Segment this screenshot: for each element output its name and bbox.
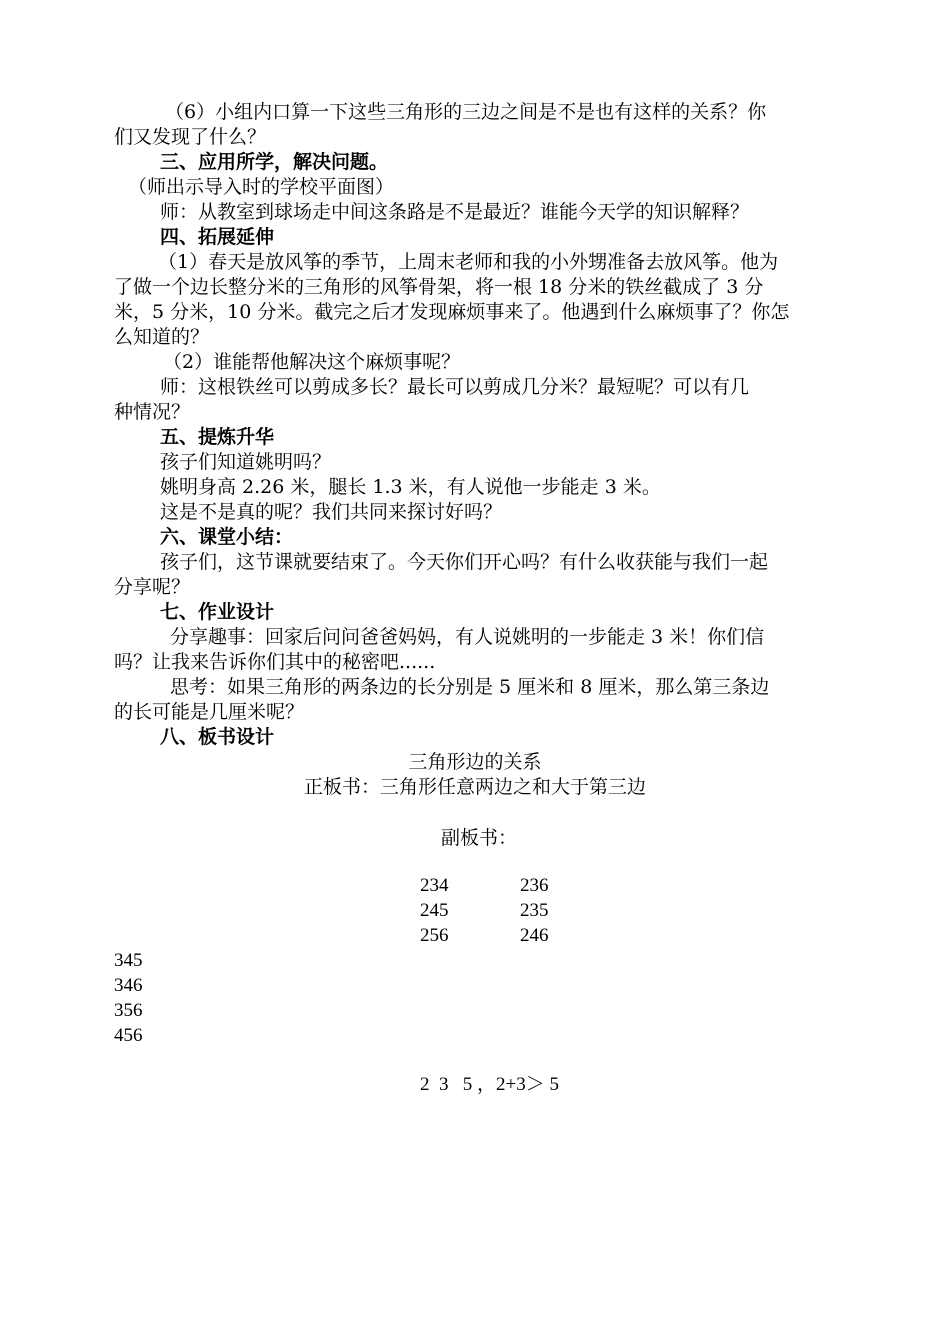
paragraph-kite-line-1: （1）春天是放风筝的季节，上周末老师和我的小外甥准备去放风筝。他为: [158, 251, 779, 273]
section-heading-8: 八、板书设计: [160, 726, 275, 748]
paragraph-yaoming-1: 孩子们知道姚明吗？: [160, 451, 332, 473]
section-heading-7: 七、作业设计: [160, 601, 275, 623]
board-col2-item: 246: [520, 925, 549, 946]
board-left-item: 456: [114, 1025, 143, 1046]
board-col1-item: 256: [420, 925, 449, 946]
paragraph-think-line-2: 的长可能是几厘米呢？: [114, 701, 305, 723]
board-col1-item: 245: [420, 900, 449, 921]
section-heading-3: 三、应用所学，解决问题。: [160, 151, 389, 173]
board-left-item: 346: [114, 975, 143, 996]
section-heading-5: 五、提炼升华: [160, 426, 275, 448]
paragraph-yaoming-3: 这是不是真的呢？我们共同来探讨好吗？: [160, 501, 503, 523]
paragraph-teacher-question: 师：从教室到球场走中间这条路是不是最近？谁能今天学的知识解释？: [160, 201, 750, 223]
paragraph-kite-line-4: 么知道的？: [114, 326, 210, 348]
paragraph-homework-line-2: 吗？让我来告诉你们其中的秘密吧......: [114, 651, 436, 673]
board-main: 正板书：三角形任意两边之和大于第三边: [303, 776, 646, 798]
paragraph-note: （师出示导入时的学校平面图）: [128, 176, 395, 198]
paragraph-kite-line-3: 米，5 分米，10 分米。截完之后才发现麻烦事来了。他遇到什么麻烦事了？你怎: [114, 301, 790, 323]
paragraph-6-line-1: （6）小组内口算一下这些三角形的三边之间是不是也有这样的关系？你: [165, 101, 767, 123]
board-col2-item: 235: [520, 900, 549, 921]
board-title: 三角形边的关系: [408, 751, 542, 773]
paragraph-summary-line-1: 孩子们，这节课就要结束了。今天你们开心吗？有什么收获能与我们一起: [160, 551, 769, 573]
paragraph-6-line-2: 们又发现了什么？: [114, 126, 267, 148]
paragraph-kite-line-2: 了做一个边长整分米的三角形的风筝骨架，将一根 18 分米的铁丝截成了 3 分: [114, 276, 764, 298]
section-heading-6: 六、课堂小结：: [160, 526, 294, 548]
board-left-item: 356: [114, 1000, 143, 1021]
paragraph-think-line-1: 思考：如果三角形的两条边的长分别是 5 厘米和 8 厘米，那么第三条边: [170, 676, 770, 698]
section-heading-4: 四、拓展延伸: [160, 226, 275, 248]
board-sub-label: 副板书：: [441, 827, 518, 849]
board-left-item: 345: [114, 950, 143, 971]
paragraph-wire-line-2: 种情况？: [114, 401, 191, 423]
board-col2-item: 236: [520, 875, 549, 896]
board-example: 2 3 5 ，2+3＞ 5: [420, 1074, 559, 1095]
paragraph-wire-line-1: 师：这根铁丝可以剪成多长？最长可以剪成几分米？最短呢？可以有几: [160, 376, 750, 398]
board-col1-item: 234: [420, 875, 449, 896]
paragraph-help: （2）谁能帮他解决这个麻烦事呢？: [163, 351, 461, 373]
paragraph-homework-line-1: 分享趣事：回家后问问爸爸妈妈，有人说姚明的一步能走 3 米！你们信: [170, 626, 765, 648]
paragraph-summary-line-2: 分享呢？: [114, 576, 191, 598]
paragraph-yaoming-2: 姚明身高 2.26 米，腿长 1.3 米，有人说他一步能走 3 米。: [160, 476, 661, 498]
